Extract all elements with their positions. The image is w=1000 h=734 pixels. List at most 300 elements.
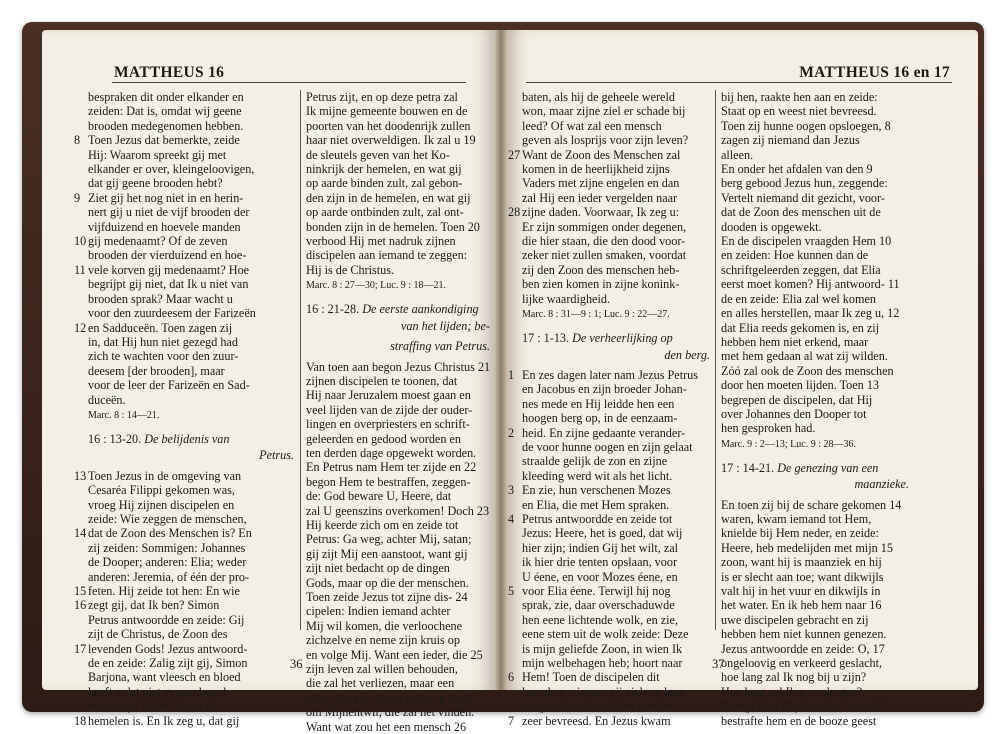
text-line xyxy=(522,234,710,248)
text-line xyxy=(306,576,490,590)
line-text: bespraken dit onder elkander en xyxy=(88,90,244,104)
text-line xyxy=(306,504,490,518)
line-text: Hij is de Christus. xyxy=(306,262,395,277)
line-text: Want de Zoon des Menschen zal xyxy=(522,147,681,162)
line-text: de: God beware U, Heere, dat xyxy=(306,489,452,504)
verse-number: 16 xyxy=(74,598,87,613)
text-line xyxy=(721,248,909,262)
section-heading xyxy=(721,461,909,475)
left-head-rule xyxy=(112,82,466,83)
line-text: bonden zijn in de hemelen. Toen 20 xyxy=(306,219,480,234)
line-text: Van toen aan begon Jezus Christus 21 xyxy=(306,359,491,374)
verse-number: 27 xyxy=(508,147,521,162)
line-text: maar mijn Vader, die in de xyxy=(88,699,217,714)
text-line xyxy=(306,475,490,489)
line-text: de en zeide: Elia zal wel komen xyxy=(721,291,876,306)
text-line xyxy=(522,411,710,425)
text-line xyxy=(522,555,710,569)
line-text: gij zijt Mij een aanstoot, want gij xyxy=(306,546,468,561)
text-line xyxy=(522,526,710,540)
text-line xyxy=(88,104,294,118)
text-line xyxy=(88,364,294,378)
text-line xyxy=(721,613,909,627)
line-text: Brengt hem Mij hier. En Jezus 18 xyxy=(721,699,885,714)
line-text: heeft u dat niet geopenbaard, xyxy=(88,684,230,699)
cross-reference: Marc. 9 : 2—13; Luc. 9 : 28—36. xyxy=(721,438,856,450)
right-page xyxy=(508,30,978,728)
text-line xyxy=(88,670,294,684)
line-text: levenden Gods! Jezus antwoord- xyxy=(88,641,248,656)
text-line xyxy=(721,335,909,349)
line-text: Toen Jezus in de omgeving van xyxy=(88,468,242,483)
line-text: en Sadduceën. Toen zagen zij xyxy=(88,320,233,335)
text-line xyxy=(306,460,490,474)
line-text: in, dat Hij hun niet gezegd had xyxy=(88,334,238,349)
text-line xyxy=(74,320,294,335)
text-line xyxy=(522,277,710,291)
text-line xyxy=(306,691,490,705)
text-line xyxy=(721,349,909,363)
line-text: Toen zij hunne oogen opsloegen, 8 xyxy=(721,118,891,133)
line-text: heid. En zijne gedaante verander- xyxy=(522,425,686,440)
text-line xyxy=(306,604,490,618)
line-text: op aarde ontbinden zult, zal ont- xyxy=(306,205,464,220)
section-title: De eerste aankondiging xyxy=(362,302,479,317)
line-text: zegt gij, dat Ik ben? Simon xyxy=(88,598,220,613)
text-line xyxy=(721,133,909,147)
text-line xyxy=(74,526,294,541)
text-line xyxy=(522,191,710,205)
text-line xyxy=(306,432,490,446)
line-text: uwe discipelen gebracht en zij xyxy=(721,612,869,627)
verse-number: 7 xyxy=(508,713,515,728)
text-line xyxy=(88,306,294,320)
line-text: voor Elia éene. Terwijl hij nog xyxy=(522,584,671,598)
line-text: dat de Zoon des Menschen is? En xyxy=(88,526,252,541)
verse-number: 3 xyxy=(508,483,515,498)
verse-number: 17 xyxy=(74,641,87,656)
text-line xyxy=(306,590,490,604)
text-line xyxy=(721,656,909,670)
line-text: zal U geenszins overkomen! Doch 23 xyxy=(306,503,490,518)
line-text: hen eene lichtende wolk, en zie, xyxy=(522,612,678,627)
verse-number: 6 xyxy=(508,670,515,685)
left-column-2 xyxy=(306,90,491,734)
text-line xyxy=(306,374,490,388)
line-text: mijn welbehagen heb; hoort naar xyxy=(522,656,683,671)
text-line xyxy=(721,393,909,407)
line-text: nert gij u niet de vijf brooden der xyxy=(88,205,250,220)
section-heading xyxy=(88,432,294,446)
line-text: Ik mijne gemeente bouwen en de xyxy=(306,104,468,119)
line-text: ieder, die zijn leven verloren heeft xyxy=(306,690,473,705)
line-text: die zal het verliezen, maar een xyxy=(306,676,455,691)
text-line xyxy=(522,598,710,612)
text-line xyxy=(74,133,294,148)
line-text: U éene, en voor Mozes éene, en xyxy=(522,569,678,584)
section-title-continued: Petrus. xyxy=(259,448,294,463)
text-line xyxy=(306,489,490,503)
text-line xyxy=(508,205,710,220)
line-text: dat gij geene brooden hebt? xyxy=(88,176,223,191)
text-line xyxy=(522,454,710,468)
text-line xyxy=(74,234,294,249)
line-text: hier zijn; indien Gij het wilt, zal xyxy=(522,540,679,555)
text-line xyxy=(74,190,294,205)
verse-number: 11 xyxy=(74,262,86,277)
text-line xyxy=(721,570,909,584)
line-text: en zeiden: Hoe kunnen dan de xyxy=(721,248,869,263)
line-text: leed? Of wat zal een mensch xyxy=(522,118,662,133)
line-text: zijt niet bedacht op de dingen xyxy=(306,561,450,576)
line-text: berg gebood Jezus hun, zeggende: xyxy=(721,176,888,191)
line-text: En zes dagen later nam Jezus Petrus xyxy=(522,367,698,382)
verse-number: 1 xyxy=(508,367,515,382)
text-line xyxy=(306,532,490,546)
line-text: zijn leven zal willen behouden, xyxy=(306,662,458,677)
text-line xyxy=(74,468,294,483)
text-line xyxy=(306,248,490,262)
line-text: zijnen discipelen te toonen, dat xyxy=(306,373,458,388)
line-text: Jezus: Heere, het is goed, dat wij xyxy=(522,526,683,541)
text-line xyxy=(74,713,294,728)
text-line xyxy=(306,388,490,402)
verse-number: 12 xyxy=(74,320,87,335)
line-text: schriftgeleerden zeggen, dat Elia xyxy=(721,262,881,277)
line-text: Vaders met zijne engelen en dan xyxy=(522,176,680,191)
text-line xyxy=(88,541,294,555)
text-line xyxy=(522,263,710,277)
left-page xyxy=(42,30,494,734)
line-text: zal Hij een ieder vergelden naar xyxy=(522,190,678,205)
line-text: Vertelt niemand dit gezicht, voor- xyxy=(721,190,885,205)
line-text: Hem! Toen de discipelen dit xyxy=(522,670,660,685)
line-text: won, maar zijne ziel er schade bij xyxy=(522,104,686,119)
text-line xyxy=(306,619,490,633)
line-text: hebben hem niet kunnen genezen. xyxy=(721,627,887,642)
text-line xyxy=(522,699,710,713)
line-text: zeer bevreesd. En Jezus kwam xyxy=(522,713,671,728)
text-line xyxy=(721,321,909,335)
text-line xyxy=(306,148,490,162)
line-text: dooden is opgewekt. xyxy=(721,219,822,234)
line-text: bestrafte hem en de booze geest xyxy=(721,713,877,728)
text-line xyxy=(306,360,490,374)
text-line xyxy=(74,641,294,656)
text-line xyxy=(721,104,909,118)
line-text: En toen zij bij de schare gekomen 14 xyxy=(721,497,902,512)
verse-number: 8 xyxy=(74,133,81,148)
line-text: is mijn geliefde Zoon, in wien Ik xyxy=(522,641,683,656)
line-text: Petrus antwoordde en zeide tot xyxy=(522,511,673,526)
text-line xyxy=(306,234,490,248)
text-line xyxy=(721,277,909,291)
text-line xyxy=(721,421,909,435)
section-heading xyxy=(306,302,490,316)
line-text: met hem gedaan al wat zij wilden. xyxy=(721,349,888,364)
line-text: over Johannes den Dooper tot xyxy=(721,406,867,421)
line-text: Hij keerde zich om en zeide tot xyxy=(306,517,459,532)
text-line xyxy=(721,176,909,190)
right-column-divider xyxy=(715,90,716,630)
line-text: En onder het afdalen van den 9 xyxy=(721,162,873,177)
text-line xyxy=(721,407,909,421)
line-text: Jezus antwoordde en zeide: O, 17 xyxy=(721,641,885,656)
text-line xyxy=(306,547,490,561)
line-text: anderen: Jeremia, of één der pro- xyxy=(88,569,250,584)
text-line xyxy=(306,176,490,190)
text-line xyxy=(88,205,294,219)
line-text: geven als losprijs voor zijn leven? xyxy=(522,133,689,148)
text-line xyxy=(522,498,710,512)
section-title-continued: van het lijden; be- xyxy=(400,318,490,333)
section-heading xyxy=(522,331,710,345)
line-text: het water. En ik heb hem naar 16 xyxy=(721,598,882,613)
text-line xyxy=(721,292,909,306)
line-text: zagen zij niemand dan Jezus xyxy=(721,133,860,148)
section-reference: 16 : 21-28. xyxy=(306,302,363,317)
line-text: valt hij in het vuur en dikwijls in xyxy=(721,584,881,598)
book-gutter xyxy=(494,30,508,690)
text-line xyxy=(508,367,710,382)
text-line xyxy=(306,518,490,532)
text-line xyxy=(306,648,490,662)
verse-number: 13 xyxy=(74,468,87,483)
line-text: straalde gelijk de zon en zijne xyxy=(522,454,668,469)
line-text: Petrus: Ga weg, achter Mij, satan; xyxy=(306,532,472,547)
line-text: deesem [der brooden], maar xyxy=(88,363,225,378)
line-text: de Dooper; anderen: Elia; weder xyxy=(88,555,247,570)
line-text: hemelen is. En Ik zeg u, dat gij xyxy=(88,713,240,728)
text-line xyxy=(88,627,294,641)
text-line xyxy=(721,234,909,248)
text-line xyxy=(522,440,710,454)
text-line xyxy=(721,526,909,540)
line-text: hen gesproken had. xyxy=(721,421,816,436)
line-text: bij hen, raakte hen aan en zeide: xyxy=(721,90,878,104)
line-text: door hen moeten lijden. Toen 13 xyxy=(721,378,880,393)
text-line xyxy=(522,162,710,176)
text-line xyxy=(522,248,710,262)
line-text: zijne daden. Voorwaar, Ik zeg u: xyxy=(522,205,680,220)
section-reference: 17 : 1-13. xyxy=(522,331,573,346)
line-text: die hier staan, die den dood voor- xyxy=(522,234,686,249)
line-text: den zijn in de hemelen, en wat gij xyxy=(306,190,471,205)
line-text: zeiden: Dat is, omdat wij geene xyxy=(88,104,242,119)
text-line xyxy=(721,205,909,219)
text-line xyxy=(721,263,909,277)
text-line xyxy=(306,104,490,118)
line-text: komen in de heerlijkheid zijns xyxy=(522,162,670,177)
text-line xyxy=(88,685,294,699)
text-line xyxy=(306,446,490,460)
line-text: alleen. xyxy=(721,147,754,162)
line-text: de en zeide: Zalig zijt gij, Simon xyxy=(88,656,248,671)
line-text: Hij naar Jeruzalem moest gaan en xyxy=(306,388,471,403)
line-text: voor de leer der Farizeën en Sad- xyxy=(88,378,250,393)
line-text: feten. Hij zeide tot hen: En wie xyxy=(88,584,240,598)
text-line xyxy=(721,584,909,598)
line-text: lingen en overpriesters en schrift- xyxy=(306,417,470,432)
line-text: is er slecht aan toe; want dikwijls xyxy=(721,569,884,584)
text-line xyxy=(721,364,909,378)
left-page-number: 36 xyxy=(290,657,303,671)
text-line xyxy=(88,349,294,363)
line-text: brooden der vierduizend en hoe- xyxy=(88,248,247,263)
line-text: ten derden dage opgewekt worden. xyxy=(306,445,477,460)
text-line xyxy=(88,555,294,569)
text-line xyxy=(508,713,710,728)
text-line xyxy=(522,104,710,118)
line-text: Hij: Waarom spreekt gij met xyxy=(88,147,227,162)
text-line xyxy=(721,670,909,684)
cross-reference: Marc. 8 : 14—21. xyxy=(88,409,160,421)
text-line xyxy=(88,90,294,104)
line-text: ninkrijk der hemelen, en wat gij xyxy=(306,162,462,177)
line-text: hebben hem niet erkend, maar xyxy=(721,334,869,349)
verse-number: 18 xyxy=(74,713,87,728)
text-line xyxy=(88,483,294,497)
text-line xyxy=(721,512,909,526)
line-text: aangezicht ter aarde en werden xyxy=(522,699,673,714)
text-line xyxy=(721,162,909,176)
text-line xyxy=(508,425,710,440)
text-line xyxy=(721,498,909,512)
line-text: Mij wil komen, die verloochene xyxy=(306,618,463,633)
line-text: op aarde binden zult, zal gebon- xyxy=(306,176,463,191)
line-text: eerst moet komen? Hij antwoord- 11 xyxy=(721,277,900,292)
text-line xyxy=(88,613,294,627)
line-text: ben zien komen in zijne konink- xyxy=(522,277,680,292)
text-line xyxy=(88,119,294,133)
text-line xyxy=(721,191,909,205)
line-text: Ziet gij het nog niet in en herin- xyxy=(88,190,244,205)
text-line xyxy=(522,469,710,483)
text-line xyxy=(508,147,710,162)
line-text: hoorden, wierpen zij zich op hun xyxy=(522,684,683,699)
line-text: begrijpt gij niet, dat Ik u niet van xyxy=(88,277,249,292)
line-text: cipelen: Indien iemand achter xyxy=(306,604,451,619)
line-text: Toen zeide Jezus tot zijne dis- 24 xyxy=(306,590,468,604)
right-running-head: MATTHEUS 16 en 17 xyxy=(799,64,950,81)
section-title-continued: straffing van Petrus. xyxy=(390,339,490,354)
text-line xyxy=(522,292,710,306)
verse-number: 15 xyxy=(74,584,87,598)
text-line xyxy=(306,90,490,104)
line-text: vele korven gij medenaamt? Hoe xyxy=(88,262,250,277)
line-text: knielde bij Hem neder, en zeide: xyxy=(721,526,879,541)
text-line xyxy=(522,90,710,104)
section-title-continued: den berg. xyxy=(664,347,710,362)
line-text: begrepen de discipelen, dat Hij xyxy=(721,392,873,407)
text-line xyxy=(522,133,710,147)
line-text: dat de Zoon des menschen uit de xyxy=(721,205,881,220)
text-line xyxy=(88,378,294,392)
line-text: zij den Zoon des menschen heb- xyxy=(522,262,680,277)
text-line xyxy=(306,191,490,205)
line-text: Toen Jezus dat bemerkte, zeide xyxy=(88,133,240,148)
text-line xyxy=(721,685,909,699)
text-line xyxy=(88,656,294,670)
line-text: de sleutels geven van het Ko- xyxy=(306,147,450,162)
line-text: lijke waardigheid. xyxy=(522,291,610,306)
line-text: zij zeiden: Sommigen: Johannes xyxy=(88,540,246,555)
line-text: hoe lang zal Ik nog bij u zijn? xyxy=(721,670,867,685)
text-line xyxy=(721,642,909,656)
line-text: discipelen aan iemand te zeggen: xyxy=(306,248,468,263)
text-line xyxy=(306,403,490,417)
text-line xyxy=(721,148,909,162)
text-line xyxy=(306,662,490,676)
line-text: En de discipelen vraagden Hem 10 xyxy=(721,234,892,249)
text-line xyxy=(522,642,710,656)
text-line xyxy=(721,90,909,104)
line-text: Heere, heb medelijden met mijn 15 xyxy=(721,540,893,555)
right-page-number: 37 xyxy=(712,657,725,671)
line-text: ongeloovig en verkeerd geslacht, xyxy=(721,656,883,671)
text-line xyxy=(306,705,490,719)
line-text: eene stem uit de wolk zeide: Deze xyxy=(522,627,689,642)
line-text: Cesaréa Filippi gekomen was, xyxy=(88,483,235,498)
text-line xyxy=(721,714,909,728)
line-text: poorten van het doodenrijk zullen xyxy=(306,118,471,133)
line-text: Er zijn sommigen onder degenen, xyxy=(522,219,687,234)
line-text: begon Hem te bestraffen, zeggen- xyxy=(306,474,471,489)
line-text: haar niet overweldigen. Ik zal u 19 xyxy=(306,133,476,148)
text-line xyxy=(508,511,710,526)
verse-number: 28 xyxy=(508,205,521,220)
right-column-2 xyxy=(721,90,909,728)
left-running-head: MATTHEUS 16 xyxy=(114,64,225,81)
text-line xyxy=(306,720,490,734)
section-reference: 17 : 14-21. xyxy=(721,460,778,475)
line-text: Hoe lang zal Ik u verdragen? xyxy=(721,684,863,699)
text-line xyxy=(522,656,710,670)
text-line xyxy=(88,335,294,349)
verse-number: 2 xyxy=(508,425,515,440)
line-text: verbood Hij met nadruk zijnen xyxy=(306,234,456,249)
text-line xyxy=(306,133,490,147)
text-line xyxy=(306,119,490,133)
section-reference: 16 : 13-20. xyxy=(88,431,145,446)
text-line xyxy=(522,220,710,234)
line-text: en alles herstellen, maar Ik zeg u, 12 xyxy=(721,306,900,321)
line-text: En Petrus nam Hem ter zijde en 22 xyxy=(306,460,477,475)
text-line xyxy=(306,417,490,431)
text-line xyxy=(88,162,294,176)
text-line xyxy=(74,598,294,613)
text-line xyxy=(88,699,294,713)
line-text: gij medenaamt? Of de zeven xyxy=(88,234,228,249)
line-text: brooden medegenomen hebben. xyxy=(88,118,244,133)
right-head-rule xyxy=(526,82,952,83)
text-line xyxy=(508,670,710,685)
text-line xyxy=(721,220,909,234)
text-line xyxy=(522,176,710,190)
line-text: vijfduizend en hoevele manden xyxy=(88,219,241,234)
line-text: zijt de Christus, de Zoon des xyxy=(88,627,228,642)
text-line xyxy=(88,292,294,306)
text-line xyxy=(74,262,294,277)
text-line xyxy=(522,570,710,584)
text-line xyxy=(306,162,490,176)
line-text: en volge Mij. Want een ieder, die 25 xyxy=(306,647,483,662)
line-text: zoon, want hij is maanziek en hij xyxy=(721,555,882,570)
line-text: ik hier drie tenten opslaan, voor xyxy=(522,555,678,570)
verse-number: 9 xyxy=(74,190,81,205)
line-text: Gods, maar op die der menschen. xyxy=(306,575,469,590)
line-text: En zie, hun verschenen Mozes xyxy=(522,483,671,498)
